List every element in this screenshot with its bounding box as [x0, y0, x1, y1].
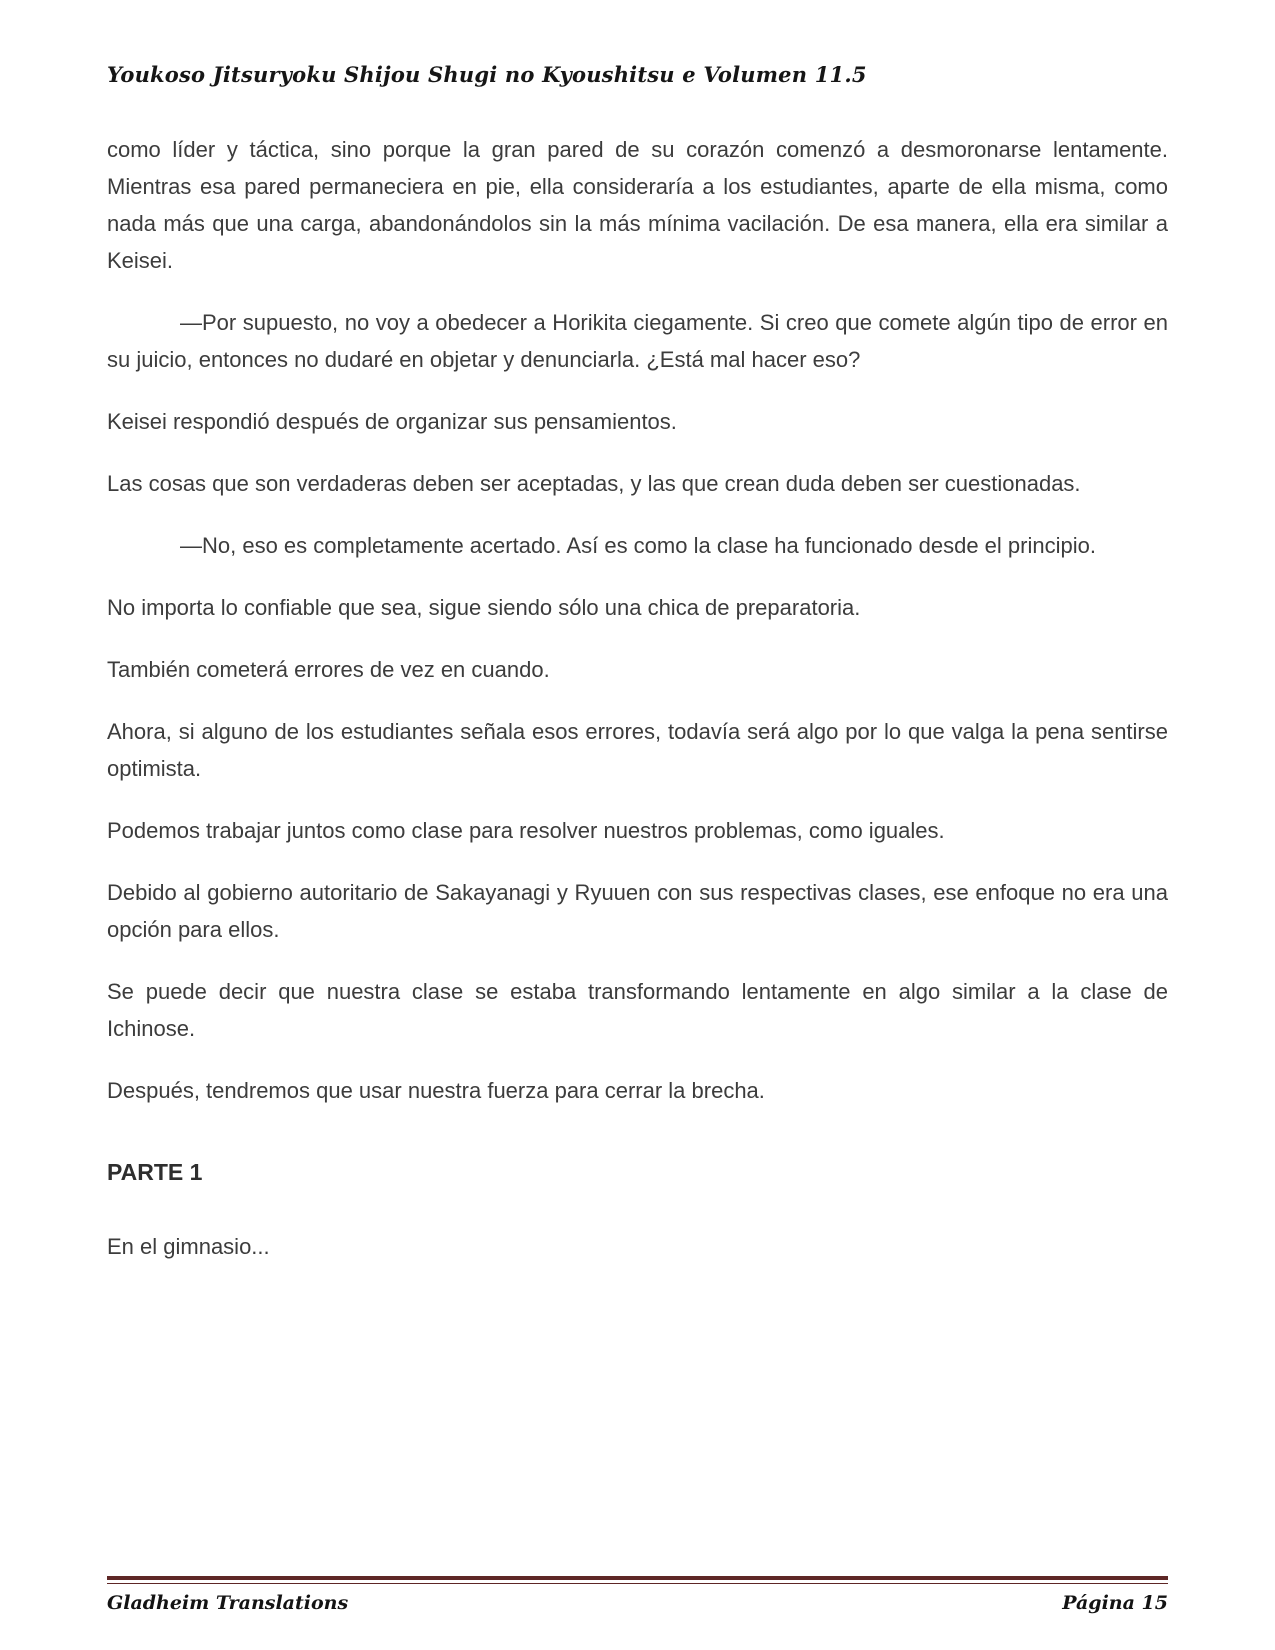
section-paragraph: En el gimnasio...	[107, 1234, 270, 1259]
footer-divider	[107, 1576, 1168, 1584]
paragraph: Keisei respondió después de organizar sus pensamientos.	[107, 409, 677, 434]
page-header	[107, 62, 1168, 87]
footer-page-number: Página 15	[1062, 1592, 1168, 1614]
document-title: Youkoso Jitsuryoku Shijou Shugi no Kyoushitsu e Volumen 11.5	[107, 62, 867, 87]
paragraph: Podemos trabajar juntos como clase para resolver nuestros problemas, como iguales.	[107, 818, 945, 843]
footer-translator-credit: Gladheim Translations	[107, 1592, 349, 1614]
body-text	[107, 131, 1168, 1265]
page-footer	[107, 1576, 1168, 1614]
paragraph: Las cosas que son verdaderas deben ser aceptadas, y las que crean duda deben ser cuestionadas.	[107, 471, 1081, 496]
paragraph: No importa lo confiable que sea, sigue siendo sólo una chica de preparatoria.	[107, 595, 861, 620]
paragraph-dialogue: —No, eso es completamente acertado. Así es como la clase ha funcionado desde el principio.	[180, 533, 1096, 558]
paragraph: Debido al gobierno autoritario de Sakayanagi y Ryuuen con sus respectivas clases, ese enfoque no era una opción para ellos.	[107, 880, 1168, 942]
footer-row	[107, 1592, 1168, 1614]
paragraph: Se puede decir que nuestra clase se estaba transformando lentamente en algo similar a la clase de Ichinose.	[107, 979, 1168, 1041]
paragraph: como líder y táctica, sino porque la gran pared de su corazón comenzó a desmoronarse lentamente. Mientras esa pared permaneciera en pie, ella consideraría a los estudiantes, aparte de ella misma, como nada más que una carga, abandonándolos sin la más mínima vacilación. De esa manera, ella era similar a Keisei.	[107, 137, 1168, 273]
paragraph: Después, tendremos que usar nuestra fuerza para cerrar la brecha.	[107, 1078, 765, 1103]
paragraph-dialogue: —Por supuesto, no voy a obedecer a Horikita ciegamente. Si creo que comete algún tipo de error en su juicio, entonces no dudaré en objetar y denunciarla. ¿Está mal hacer eso?	[107, 310, 1168, 372]
section-heading: PARTE 1	[107, 1159, 203, 1185]
paragraph: Ahora, si alguno de los estudiantes señala esos errores, todavía será algo por lo que valga la pena sentirse optimista.	[107, 719, 1168, 781]
paragraph: También cometerá errores de vez en cuando.	[107, 657, 550, 682]
